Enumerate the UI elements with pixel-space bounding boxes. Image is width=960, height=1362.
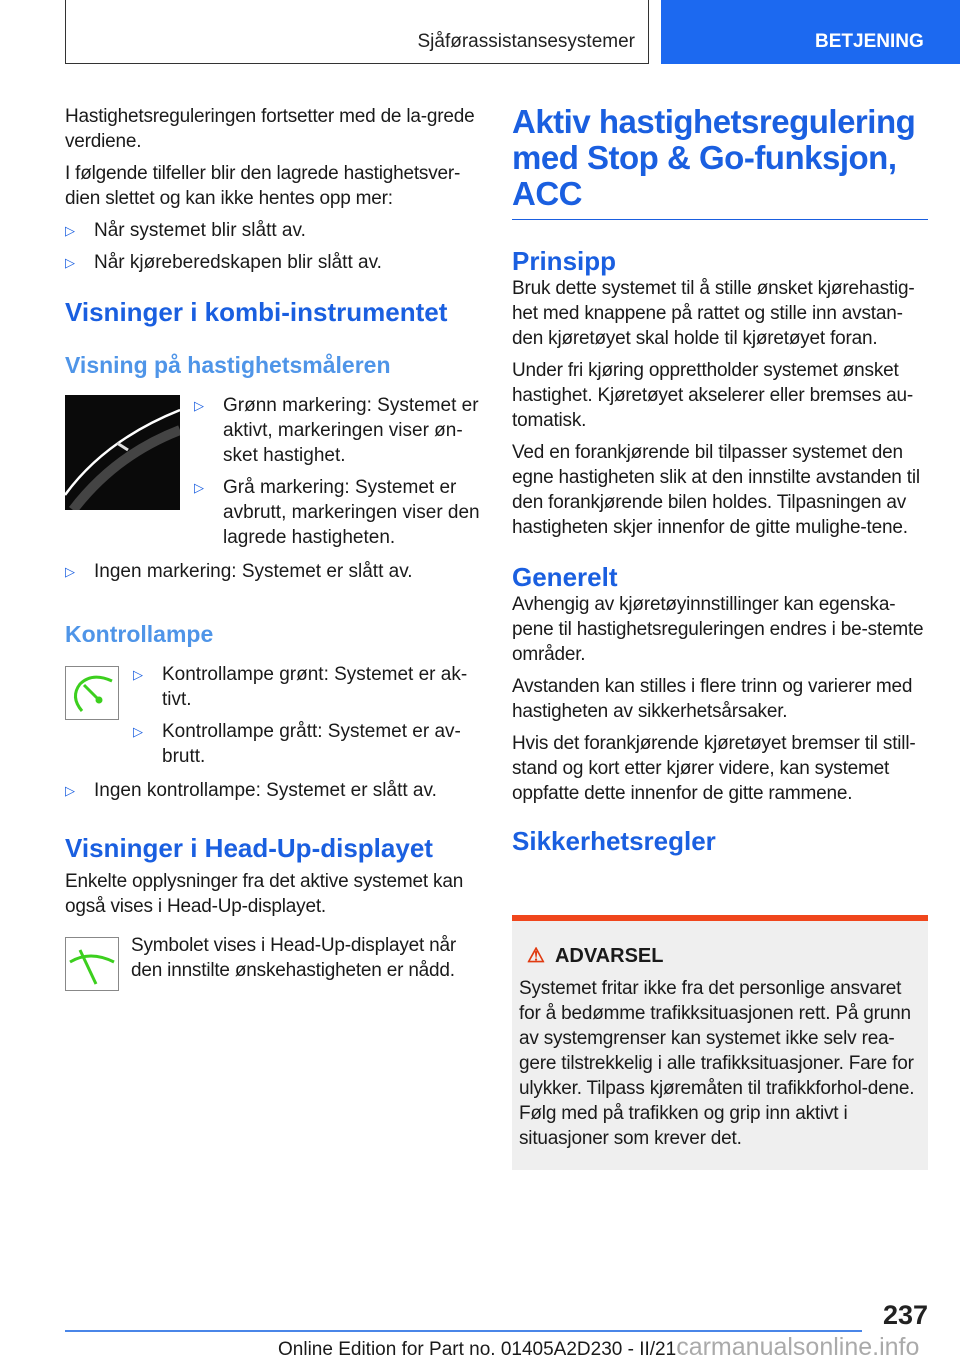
triangle-bullet-icon: ▷ <box>133 724 143 739</box>
triangle-bullet-icon: ▷ <box>65 255 75 270</box>
cruise-lamp-icon <box>65 666 119 720</box>
right-column <box>512 104 928 856</box>
heading-general: Generelt <box>512 562 618 592</box>
title-divider <box>512 219 928 220</box>
header-tab[interactable]: BETJENING <box>661 0 960 64</box>
warning-box <box>512 915 928 1170</box>
triangle-bullet-icon: ▷ <box>65 564 75 579</box>
heading-principle: Prinsipp <box>512 246 617 276</box>
paragraph: Avhengig av kjøretøyinnstillinger kan egenska-pene til hastighetsreguleringen endres i be-stemte områder. <box>512 594 924 665</box>
watermark[interactable]: carmanualsonline.info <box>676 1333 920 1361</box>
paragraph: Hastighetsreguleringen fortsetter med de la-grede verdiene. <box>65 106 475 152</box>
list-item: ▷ Kontrollampe grått: Systemet er av-brutt. <box>133 721 461 767</box>
hud-speed-reached-icon <box>65 937 119 991</box>
warning-text: Systemet fritar ikke fra det personlige ansvaret for å bedømme trafikksituasjonen rett. På grunn av systemgrenser kan systemet ikke selv rea-gere tilstrekkelig i alle trafikksituasjoner. Fare for ulykker. Tilpass kjøremåten til trafikkforhol-dene. Følg med på trafikken og grip inn aktivt i situasjoner som krever det. <box>519 978 915 1149</box>
triangle-bullet-icon: ▷ <box>194 398 204 413</box>
paragraph: I følgende tilfeller blir den lagrede hastighetsver-dien slettet og kan ikke hentes opp mer: <box>65 163 461 209</box>
list-item: ▷ Når kjøreberedskapen blir slått av. <box>65 252 382 273</box>
triangle-bullet-icon: ▷ <box>194 480 204 495</box>
page-title: Aktiv hastighetsregulering med Stop & Go-funksjon, ACC <box>512 103 916 212</box>
heading-speedometer: Visning på hastighetsmåleren <box>65 352 391 378</box>
list-item: ▷ Ingen markering: Systemet er slått av. <box>65 561 413 582</box>
paragraph: Symbolet vises i Head-Up-displayet når den innstilte ønskehastigheten er nådd. <box>131 935 457 981</box>
list-item: ▷ Når systemet blir slått av. <box>65 220 306 241</box>
footer <box>278 1333 919 1362</box>
triangle-bullet-icon: ▷ <box>65 783 75 798</box>
warning-title: ADVARSEL <box>554 945 664 967</box>
paragraph: Avstanden kan stilles i flere trinn og varierer med hastigheten av sikkerhetsårsaker. <box>512 676 913 722</box>
header-section-title: Sjåførassistansesystemer <box>417 31 635 52</box>
page-number: 237 <box>882 1300 928 1330</box>
list-item: ▷ Grønn markering: Systemet er aktivt, markeringen viser øn-sket hastighet. <box>194 395 479 466</box>
heading-control-lamp: Kontrollampe <box>65 621 214 647</box>
list-item: ▷ Grå markering: Systemet er avbrutt, markeringen viser den lagrede hastigheten. <box>194 477 480 548</box>
heading-kombi: Visninger i kombi-instrumentet <box>65 297 448 327</box>
paragraph: Bruk dette systemet til å stille ønsket kjørehastig-het med knappene på rattet og stille inn avstan-den kjøretøyet skal holde til kjøretøyet foran. <box>512 278 915 349</box>
left-column <box>65 104 485 993</box>
paragraph: Ved en forankjørende bil tilpasser systemet den egne hastigheten slik at den innstilte avstanden til den forankjørende bilen holdes. Tilpasningen av hastigheten skjer innenfor de gitte mulighe-tene. <box>512 442 920 538</box>
triangle-bullet-icon: ▷ <box>65 223 75 238</box>
list-item: ▷ Ingen kontrollampe: Systemet er slått av. <box>65 780 437 801</box>
speedometer-image <box>65 395 180 510</box>
warning-triangle-icon: ⚠ <box>527 945 545 967</box>
footer-divider <box>65 1330 862 1332</box>
list-item: ▷ Kontrollampe grønt: Systemet er ak-tivt. <box>133 664 468 710</box>
triangle-bullet-icon: ▷ <box>133 667 143 682</box>
paragraph: Under fri kjøring opprettholder systemet ønsket hastighet. Kjøretøyet akselerer eller bremses au-tomatisk. <box>512 360 913 431</box>
footer-edition: Online Edition for Part no. 01405A2D230 - II/21 <box>278 1339 677 1360</box>
heading-hud: Visninger i Head-Up-displayet <box>65 833 433 863</box>
paragraph: Enkelte opplysninger fra det aktive systemet kan også vises i Head-Up-displayet. <box>65 871 464 917</box>
heading-safety: Sikkerhetsregler <box>512 826 716 856</box>
paragraph: Hvis det forankjørende kjøretøyet bremser til still-stand og kort etter kjører videre, kan systemet oppfatte dette innenfor de gitte rammene. <box>512 733 916 804</box>
